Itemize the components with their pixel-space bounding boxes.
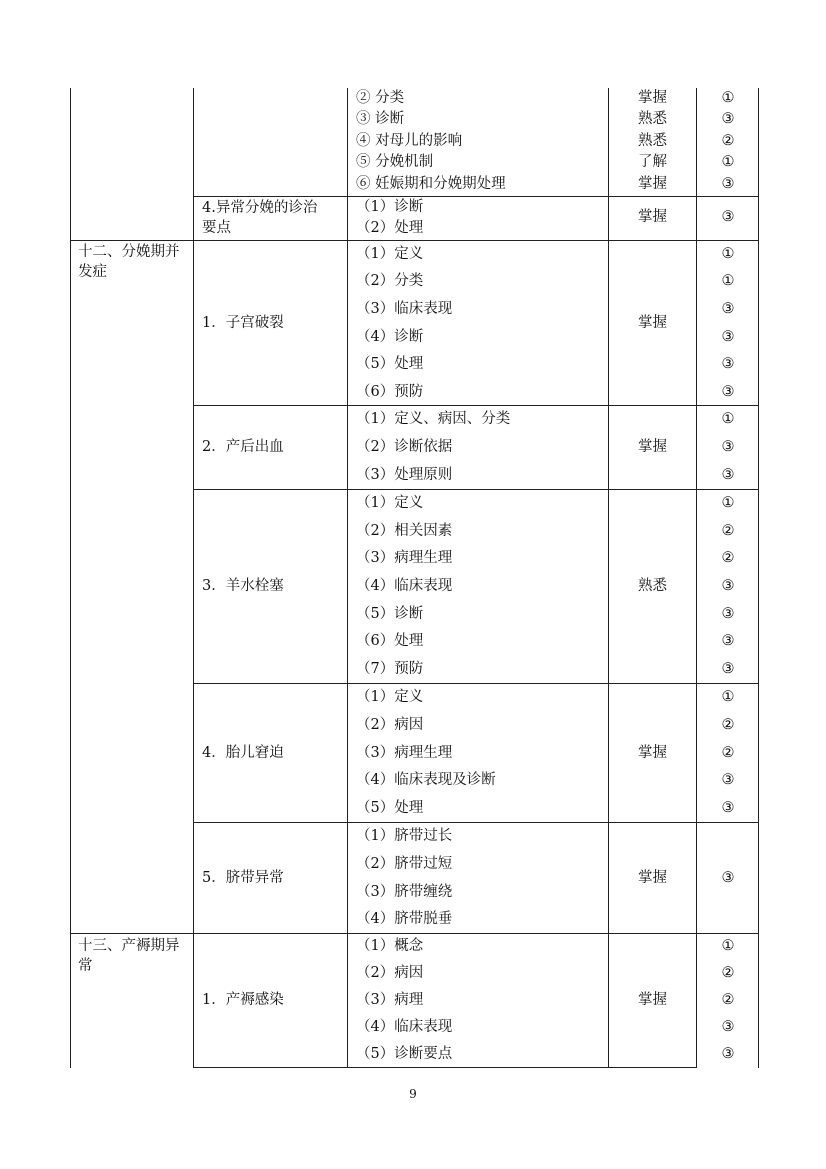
mark-cell: ② (721, 992, 735, 1008)
mark-cell: ② (721, 523, 735, 539)
mark-cell: ① (721, 495, 735, 511)
topic-cell: 1．产褥感染 (202, 992, 284, 1008)
mark-cell: ③ (721, 606, 735, 622)
item-cell: （3）脐带缠绕 (356, 884, 453, 900)
table-border-right (758, 88, 759, 1068)
level-cell: 掌握 (638, 315, 667, 331)
mark-cell: ③ (721, 1019, 735, 1035)
mark-cell: ② (721, 550, 735, 566)
item-cell: （1）脐带过长 (356, 828, 453, 844)
topic-cell: 4．胎儿窘迫 (202, 745, 284, 761)
table-border-left (70, 88, 71, 1068)
mark-cell: ② (721, 965, 735, 981)
level-cell: 了解 (638, 154, 667, 170)
topic-cell: 4.异常分娩的诊治 (202, 200, 318, 216)
level-cell: 掌握 (638, 90, 667, 106)
level-cell: 熟悉 (638, 578, 667, 594)
item-cell: ④ 对母儿的影响 (356, 133, 463, 149)
mark-cell: ③ (721, 384, 735, 400)
item-cell: （6）处理 (356, 633, 424, 649)
item-cell: ③ 诊断 (356, 111, 405, 127)
section-cell: 发症 (78, 264, 107, 280)
level-cell: 熟悉 (638, 133, 667, 149)
table-border-col-2 (347, 88, 348, 1068)
item-cell: （2）病因 (356, 965, 424, 981)
item-cell: （2）诊断依据 (356, 439, 453, 455)
item-cell: （5）诊断要点 (356, 1046, 453, 1062)
row-border (70, 933, 759, 934)
item-cell: （3）病理 (356, 992, 424, 1008)
level-cell: 熟悉 (638, 111, 667, 127)
item-cell: （5）诊断 (356, 606, 424, 622)
mark-cell: ③ (721, 301, 735, 317)
level-cell: 掌握 (638, 745, 667, 761)
item-cell: （6）预防 (356, 384, 424, 400)
mark-cell: ③ (721, 111, 735, 127)
topic-cell: 2．产后出血 (202, 439, 284, 455)
mark-cell: ② (721, 717, 735, 733)
mark-cell: ① (721, 938, 735, 954)
section-cell: 常 (78, 958, 93, 974)
row-border (193, 822, 759, 823)
page-number: 9 (409, 1087, 417, 1101)
item-cell: （2）病因 (356, 717, 424, 733)
item-cell: （2）处理 (356, 220, 424, 236)
item-cell: （3）病理生理 (356, 745, 453, 761)
item-cell: （4）临床表现及诊断 (356, 772, 496, 788)
item-cell: ⑤ 分娩机制 (356, 154, 434, 170)
row-border (70, 240, 759, 241)
item-cell: （3）处理原则 (356, 467, 453, 483)
mark-cell: ③ (721, 772, 735, 788)
topic-cell: 1．子宫破裂 (202, 315, 284, 331)
mark-cell: ① (721, 689, 735, 705)
row-border (193, 489, 759, 490)
item-cell: （3）病理生理 (356, 550, 453, 566)
item-cell: （4）临床表现 (356, 578, 453, 594)
row-border (193, 1067, 696, 1068)
item-cell: ② 分类 (356, 90, 405, 106)
mark-cell: ③ (721, 800, 735, 816)
level-cell: 掌握 (638, 176, 667, 192)
level-cell: 掌握 (638, 992, 667, 1008)
mark-cell: ③ (721, 439, 735, 455)
level-cell: 掌握 (638, 439, 667, 455)
mark-cell: ② (721, 133, 735, 149)
item-cell: （1）定义、病因、分类 (356, 411, 511, 427)
row-border (193, 405, 759, 406)
mark-cell: ① (721, 154, 735, 170)
item-cell: （3）临床表现 (356, 301, 453, 317)
mark-cell: ① (721, 411, 735, 427)
item-cell: （1）概念 (356, 938, 424, 954)
item-cell: （2）分类 (356, 273, 424, 289)
item-cell: （1）定义 (356, 495, 424, 511)
topic-cell: 5．脐带异常 (202, 870, 284, 886)
row-border (193, 683, 759, 684)
item-cell: （4）诊断 (356, 329, 424, 345)
item-cell: ⑥ 妊娠期和分娩期处理 (356, 176, 506, 192)
section-cell: 十二、分娩期并 (78, 244, 180, 260)
level-cell: 掌握 (638, 870, 667, 886)
item-cell: （7）预防 (356, 661, 424, 677)
item-cell: （2）相关因素 (356, 523, 453, 539)
mark-cell: ③ (721, 329, 735, 345)
topic-cell: 3．羊水栓塞 (202, 578, 284, 594)
mark-cell: ③ (721, 661, 735, 677)
mark-cell: ③ (721, 870, 735, 886)
table-border-col-1 (193, 88, 194, 1068)
mark-cell: ③ (721, 467, 735, 483)
item-cell: （5）处理 (356, 356, 424, 372)
mark-cell: ① (721, 273, 735, 289)
row-border (193, 196, 759, 197)
table-border-col-4 (696, 88, 697, 1068)
mark-cell: ③ (721, 633, 735, 649)
section-cell: 十三、产褥期异 (78, 938, 180, 954)
mark-cell: ③ (721, 176, 735, 192)
item-cell: （2）脐带过短 (356, 856, 453, 872)
item-cell: （1）定义 (356, 246, 424, 262)
mark-cell: ① (721, 246, 735, 262)
item-cell: （4）临床表现 (356, 1019, 453, 1035)
mark-cell: ② (721, 745, 735, 761)
mark-cell: ③ (721, 209, 735, 225)
mark-cell: ① (721, 90, 735, 106)
mark-cell: ③ (721, 1046, 735, 1062)
item-cell: （4）脐带脱垂 (356, 911, 453, 927)
mark-cell: ③ (721, 578, 735, 594)
level-cell: 掌握 (638, 209, 667, 225)
topic-cell: 要点 (202, 220, 231, 236)
item-cell: （1）诊断 (356, 199, 424, 215)
item-cell: （1）定义 (356, 689, 424, 705)
mark-cell: ③ (721, 356, 735, 372)
item-cell: （5）处理 (356, 800, 424, 816)
